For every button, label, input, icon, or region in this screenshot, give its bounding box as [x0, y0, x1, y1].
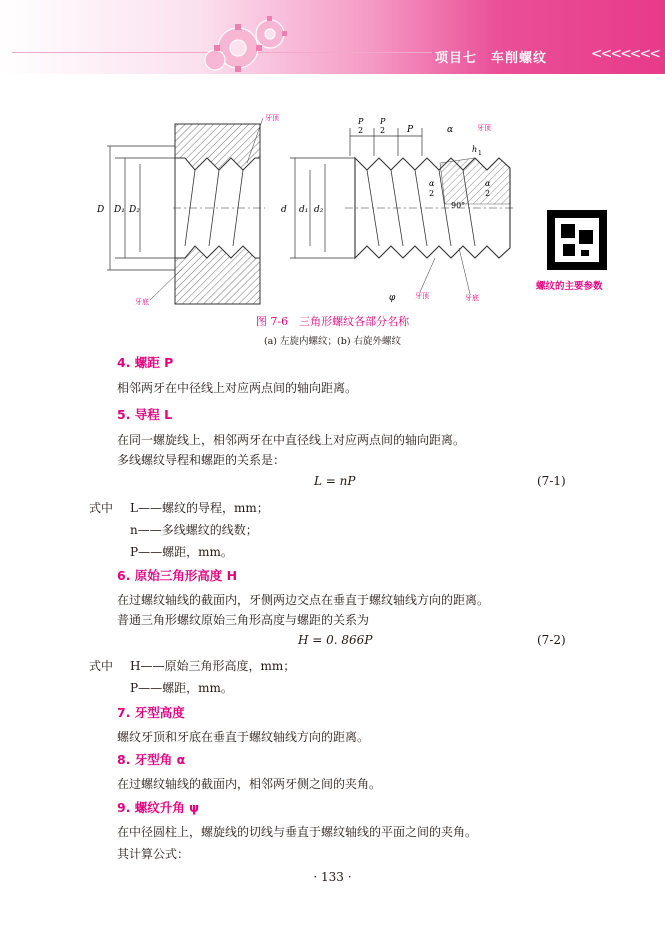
chevron-decoration: <<<<<<< — [590, 46, 659, 62]
figure-caption: 图 7-6 三角形螺纹各部分名称 — [255, 315, 410, 328]
label-P: P — [407, 125, 414, 135]
label-D2: D₂ — [129, 205, 140, 215]
paragraph: 在中径圆柱上，螺旋线的切线与垂直于螺纹轴线的平面之间的夹角。 — [117, 825, 478, 839]
label-crown-b2: 牙顶 — [477, 124, 491, 132]
internal-thread-diagram — [96, 114, 280, 306]
heading-lead: 5. 导程 L — [117, 407, 173, 422]
equation-7-1: L = nP — [314, 474, 356, 488]
label-crown-a: 牙顶 — [265, 114, 279, 122]
heading-lead-angle: 9. 螺纹升角 ψ — [117, 800, 200, 815]
paragraph: 其计算公式： — [117, 847, 190, 861]
paragraph: 在同一螺旋线上，相邻两牙在中直径线上对应两点间的轴向距离。 — [117, 433, 466, 447]
paragraph: 普通三角形螺纹原始三角形高度与螺距的关系为 — [117, 613, 370, 627]
label-P-half-1: P — [358, 117, 364, 126]
equation-number: (7-1) — [537, 474, 566, 488]
qr-label: 螺纹的主要参数 — [536, 281, 603, 292]
paragraph: 多线螺纹导程和螺距的关系是： — [117, 453, 286, 467]
label-root-a: 牙底 — [135, 298, 149, 306]
label-h1-sub: 1 — [478, 150, 482, 157]
paragraph: 螺纹牙顶和牙底在垂直于螺纹轴线方向的距离。 — [117, 730, 370, 744]
equation-number: (7-2) — [537, 633, 566, 647]
equation-7-2: H = 0. 866P — [298, 633, 373, 647]
label-P-half-1-den: 2 — [358, 126, 364, 135]
where-item: L——螺纹的导程，mm； — [130, 501, 269, 515]
label-root-b: 牙底 — [465, 294, 479, 302]
label-crown-b: 牙顶 — [415, 292, 429, 300]
label-d1: d₁ — [299, 205, 309, 215]
label-90deg: 90° — [451, 201, 466, 210]
where-prefix: 式中 — [89, 501, 114, 515]
label-alpha-half-2-den: 2 — [485, 189, 491, 198]
paragraph: 在过螺纹轴线的截面内，牙侧两边交点在垂直于螺纹轴线方向的距离。 — [117, 593, 490, 607]
where-prefix: 式中 — [89, 659, 114, 673]
label-D: D — [97, 205, 105, 215]
heading-triangle-height: 6. 原始三角形高度 H — [117, 568, 238, 583]
page-header — [0, 0, 665, 74]
chapter-title: 项目七 车削螺纹 — [434, 51, 547, 66]
label-phi: φ — [389, 293, 396, 303]
label-alpha-half-1: α — [429, 179, 435, 188]
where-item: P——螺距，mm。 — [130, 681, 233, 695]
paragraph: 在过螺纹轴线的截面内，相邻两牙侧之间的夹角。 — [117, 777, 382, 791]
label-P-half-2: P — [380, 117, 386, 126]
external-thread-diagram — [281, 117, 515, 303]
heading-profile-angle: 8. 牙型角 α — [117, 752, 186, 767]
page-number: · 133 · — [313, 870, 352, 884]
label-d: d — [281, 205, 287, 215]
gear-decoration-icon — [190, 10, 300, 74]
label-D1: D₁ — [114, 205, 125, 215]
thread-figure — [95, 108, 525, 313]
where-item: P——螺距，mm。 — [130, 545, 233, 559]
where-item: n——多线螺纹的线数； — [130, 523, 258, 537]
label-alpha-half-1-den: 2 — [429, 189, 435, 198]
heading-profile-height: 7. 牙型高度 — [117, 705, 185, 720]
label-alpha-half-2: α — [485, 179, 491, 188]
label-alpha: α — [447, 125, 454, 135]
where-item: H——原始三角形高度，mm； — [130, 659, 296, 673]
figure-subcaption: (a) 左旋内螺纹；(b) 右旋外螺纹 — [263, 336, 402, 347]
label-P-half-2-den: 2 — [380, 126, 386, 135]
heading-pitch: 4. 螺距 P — [117, 355, 174, 370]
qr-code[interactable] — [547, 210, 607, 270]
paragraph: 相邻两牙在中径线上对应两点间的轴向距离。 — [117, 381, 358, 395]
label-h1: h — [472, 145, 478, 154]
label-d2: d₂ — [314, 205, 324, 215]
